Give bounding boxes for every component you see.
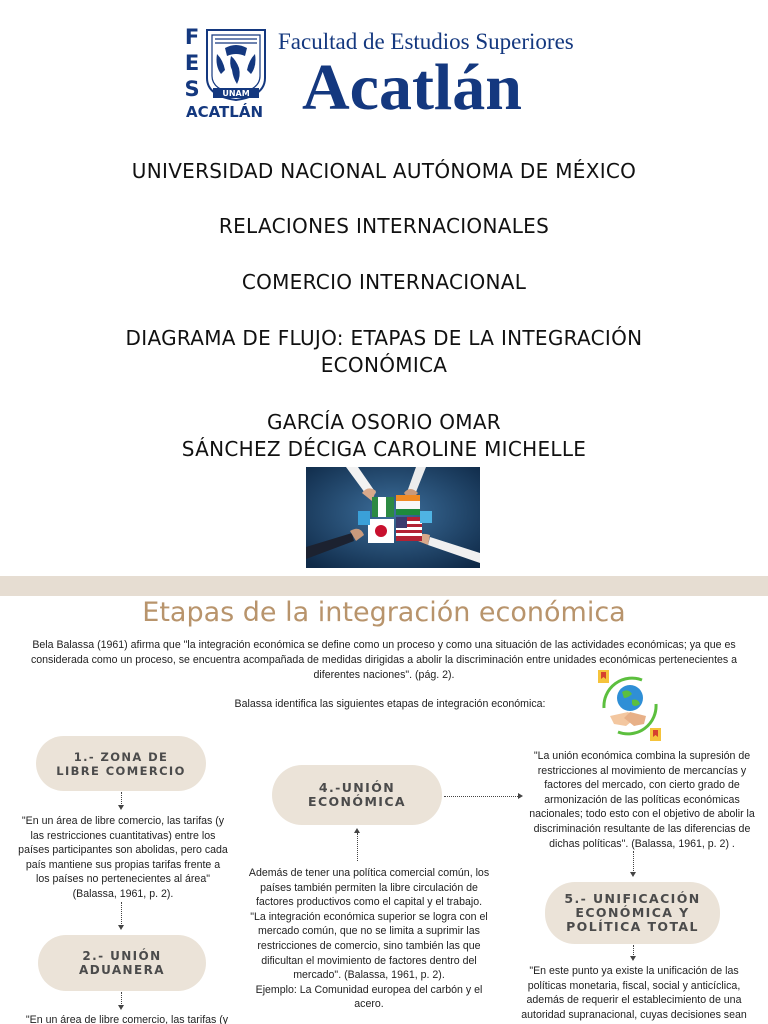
fes-logo-letters	[184, 24, 200, 102]
connector-line	[121, 992, 122, 1006]
stage-2-customs-union	[38, 935, 206, 991]
stage-4-description-b: "La integración económica superior se logra con el mercado común, que no se limita a suprimir las restricciones de comercio, sino también las que dificultan el movimiento de factores dentro del mercado". (Balassa, 1961, p. 2).	[250, 910, 488, 982]
connector-line	[121, 792, 122, 806]
career-name: RELACIONES INTERNACIONALES	[218, 214, 550, 238]
faculty-line: Facultad de Estudios Superiores	[278, 29, 574, 54]
document-title-line1: DIAGRAMA DE FLUJO: ETAPAS DE LA INTEGRACIÓN	[125, 326, 643, 350]
stage-2-label: 2.- UNIÓN ADUANERA	[79, 949, 165, 977]
economic-union-quote: "La unión económica combina la supresión de restricciones al movimiento de mercancías y factores del mercado, con cierto grado de armonización de las políticas económicas nacionales; todo esto con el objetivo de abolir la discriminación resultante de las diferencias de dichas políticas". (Balassa, 1961, p. 2) .	[529, 750, 755, 850]
arrow-down-icon	[118, 925, 124, 930]
document-title-line2: ECONÓMICA	[320, 353, 448, 377]
stage-4-description	[245, 866, 493, 1012]
stage-5-total-unification	[545, 882, 720, 944]
campus-name: Acatlán	[302, 51, 522, 124]
university-name: UNIVERSIDAD NACIONAL AUTÓNOMA DE MÉXICO	[131, 159, 637, 183]
subject-name: COMERCIO INTERNACIONAL	[241, 270, 527, 294]
arrow-down-icon	[118, 1005, 124, 1010]
logo-letter-f: F	[184, 25, 200, 49]
connector-line	[121, 902, 122, 926]
stage-1-free-trade-zone	[36, 736, 206, 791]
logo-subtitle: ACATLÁN	[186, 103, 264, 121]
stage-4-description-a: Además de tener una política comercial común, los países también permiten la libre circulación de factores productivos como el capital y el trabajo.	[248, 867, 490, 909]
connector-line	[633, 851, 634, 873]
stage-5-label: 5.- UNIFICACIÓN ECONÓMICA Y POLÍTICA TOTAL	[564, 891, 701, 934]
logo-letter-e: E	[184, 51, 200, 75]
connector-line	[357, 833, 358, 861]
connector-line	[444, 796, 518, 797]
author-1: GARCÍA OSORIO OMAR	[266, 410, 502, 434]
stage-4-label: 4.-UNIÓN ECONÓMICA	[308, 780, 406, 809]
stage-1-description: "En un área de libre comercio, las tarifas (y las restricciones cuantitativas) entre los países participantes son abolidas, pero cada país mantiene sus propias tarifas frente a los países no pertenecientes al área" (Balassa, 1961, p. 2).	[18, 815, 228, 900]
stage-4-economic-union	[272, 765, 442, 825]
arrow-down-icon	[630, 872, 636, 877]
intro-paragraph: Bela Balassa (1961) afirma que "la integración económica se define como un proceso y como una situación de las actividades económicas; ya que es considerada como un proceso, se encuentra acompañada de medidas dirigidas a abolir la discriminación entre unidades económicas pertenecientes a diferentes naciones". (pág. 2).	[30, 639, 738, 681]
arrow-down-icon	[118, 805, 124, 810]
section-title: Etapas de la integración económica	[142, 597, 626, 628]
logo-letter-s: S	[184, 77, 200, 101]
intro-stages-line: Balassa identifica las siguientes etapas de integración económica:	[234, 698, 546, 710]
stage-1-label: 1.- ZONA DE LIBRE COMERCIO	[56, 749, 186, 778]
arrow-down-icon	[630, 956, 636, 961]
puzzle-hands-photo	[306, 467, 480, 568]
stage-5-description: "En este punto ya existe la unificación de las políticas monetaria, fiscal, social y anticíclica, además de requerir el establecimiento de una autoridad supranacional, cuyas decisiones sean	[521, 965, 747, 1021]
global-handshake-icon	[590, 668, 670, 744]
stage-2-description: "En un área de libre comercio, las tarifas (y	[25, 1014, 229, 1024]
unam-seal-icon	[203, 26, 269, 102]
stage-4-description-c: Ejemplo: La Comunidad europea del carbón y el acero.	[255, 983, 483, 1011]
seal-label: UNAM	[222, 89, 250, 98]
section-divider-band	[0, 576, 768, 596]
author-2: SÁNCHEZ DÉCIGA CAROLINE MICHELLE	[181, 437, 587, 461]
